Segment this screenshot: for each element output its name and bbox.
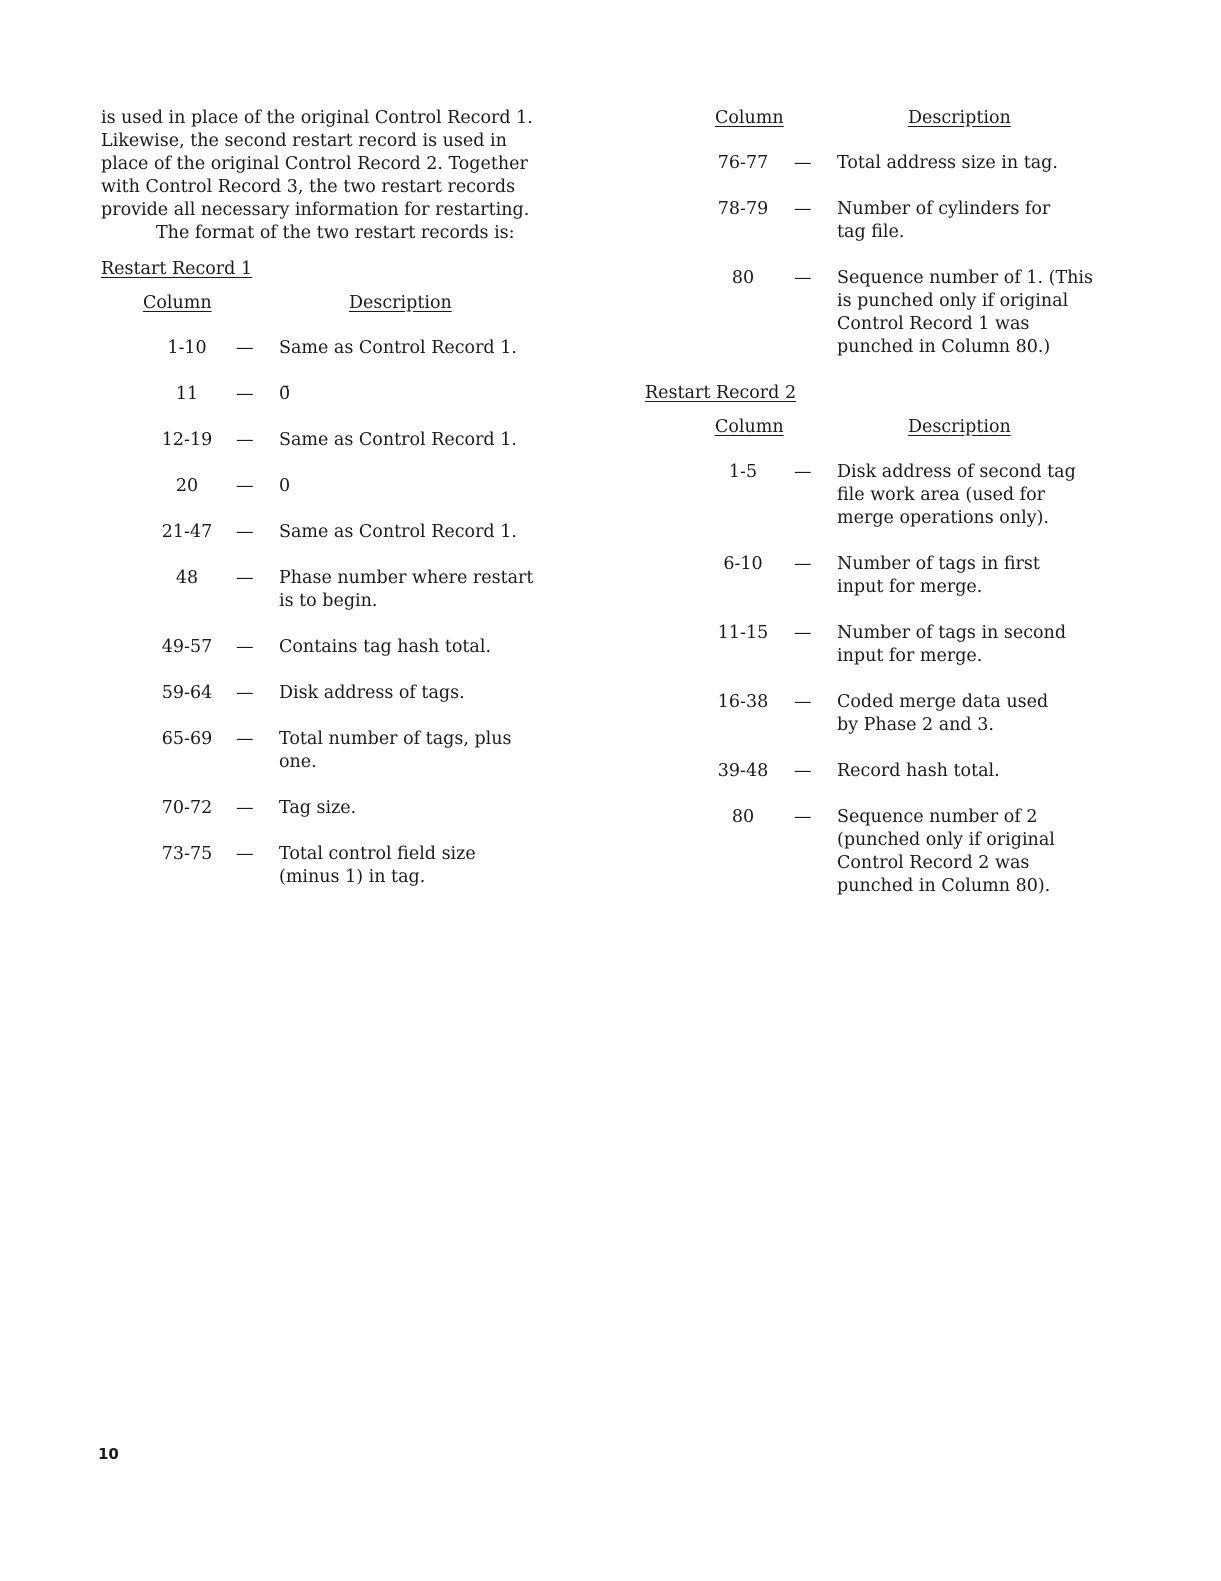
field-description: Total control field size (minus 1) in tag. <box>279 844 476 887</box>
restart-record-2-header <box>645 416 1115 439</box>
em-dash: — <box>794 199 812 219</box>
field-description: Same as Control Record 1. <box>279 338 517 358</box>
column-header: Column <box>715 108 784 128</box>
description-header: Description <box>908 108 1011 128</box>
column-range: 48 <box>175 568 199 588</box>
em-dash: — <box>794 462 812 482</box>
field-description: 0̄ <box>279 384 291 404</box>
field-description: Total address size in tag. <box>837 153 1058 173</box>
field-description: Same as Control Record 1. <box>279 522 517 542</box>
column-range: 80 <box>731 268 755 288</box>
table-row <box>101 797 571 820</box>
restart-record-1-continued-header <box>645 107 1115 130</box>
column-range: 65-69 <box>161 729 213 749</box>
em-dash: — <box>236 637 254 657</box>
field-description: Coded merge data used by Phase 2 and 3. <box>837 692 1049 735</box>
table-row <box>645 267 1115 359</box>
column-range: 80 <box>731 807 755 827</box>
em-dash: — <box>236 430 254 450</box>
field-description: Disk address of second tag file work area (used for merge operations only). <box>837 462 1076 528</box>
field-description: Record hash total. <box>837 761 1000 781</box>
table-row <box>101 521 571 544</box>
description-header: Description <box>349 293 452 313</box>
field-description: Number of tags in second input for merge. <box>837 623 1067 666</box>
restart-record-1-title: Restart Record 1 <box>101 259 253 279</box>
column-header: Column <box>715 417 784 437</box>
table-row <box>645 806 1115 898</box>
column-range: 59-64 <box>161 683 213 703</box>
em-dash: — <box>794 153 812 173</box>
field-description: Phase number where restart is to begin. <box>279 568 534 611</box>
field-description: Number of cylinders for tag file. <box>837 199 1051 242</box>
table-row <box>101 567 571 613</box>
column-range: 1-10 <box>167 338 207 358</box>
left-column <box>101 107 571 912</box>
em-dash: — <box>236 476 254 496</box>
em-dash: — <box>236 844 254 864</box>
field-description: Sequence number of 2 (punched only if original Control Record 2 was punched in Column 80). <box>837 807 1055 896</box>
table-row <box>645 622 1115 668</box>
table-row <box>101 636 571 659</box>
column-range: 78-79 <box>717 199 769 219</box>
column-range: 39-48 <box>717 761 769 781</box>
em-dash: — <box>794 623 812 643</box>
em-dash: — <box>236 798 254 818</box>
page-number: 10 <box>98 1445 119 1463</box>
field-description: Tag size. <box>279 798 357 818</box>
field-description: Same as Control Record 1. <box>279 430 517 450</box>
table-row <box>645 461 1115 530</box>
table-row <box>101 843 571 889</box>
em-dash: — <box>794 692 812 712</box>
column-range: 49-57 <box>161 637 213 657</box>
column-range: 12-19 <box>161 430 213 450</box>
restart-record-1-continued-rows <box>645 152 1115 359</box>
column-range: 11-15 <box>717 623 769 643</box>
column-range: 1-5 <box>728 462 758 482</box>
em-dash: — <box>236 522 254 542</box>
field-description: Contains tag hash total. <box>279 637 492 657</box>
restart-record-2-rows <box>645 461 1115 898</box>
table-row <box>645 553 1115 599</box>
em-dash: — <box>236 683 254 703</box>
em-dash: — <box>794 807 812 827</box>
em-dash: — <box>794 268 812 288</box>
description-header: Description <box>908 417 1011 437</box>
em-dash: — <box>794 554 812 574</box>
right-column <box>645 107 1115 921</box>
table-row <box>101 728 571 774</box>
restart-record-1-header <box>101 292 571 315</box>
format-sentence: The format of the two restart records is: <box>156 223 515 243</box>
em-dash: — <box>236 729 254 749</box>
table-row <box>645 198 1115 244</box>
table-row <box>101 383 571 406</box>
table-row <box>101 429 571 452</box>
column-range: 6-10 <box>723 554 763 574</box>
field-description: Disk address of tags. <box>279 683 465 703</box>
table-row <box>101 682 571 705</box>
column-range: 70-72 <box>161 798 213 818</box>
column-range: 21-47 <box>161 522 213 542</box>
column-range: 16-38 <box>717 692 769 712</box>
table-row <box>101 475 571 498</box>
field-description: 0 <box>279 476 291 496</box>
column-header: Column <box>143 293 212 313</box>
intro-paragraph: is used in place of the original Control Record 1. Likewise, the second restart record is used in place of the original Control Record 2. Together with Control Record 3, the two restart records provide all necessary information for restarting. <box>101 108 533 220</box>
column-range: 20 <box>175 476 199 496</box>
table-row <box>645 691 1115 737</box>
table-row <box>101 337 571 360</box>
table-row <box>645 152 1115 175</box>
table-row <box>645 760 1115 783</box>
em-dash: — <box>236 338 254 358</box>
column-range: 73-75 <box>161 844 213 864</box>
restart-record-2-title: Restart Record 2 <box>645 383 797 403</box>
em-dash: — <box>236 568 254 588</box>
column-range: 76-77 <box>717 153 769 173</box>
em-dash: — <box>236 384 254 404</box>
restart-record-1-rows <box>101 337 571 889</box>
field-description: Sequence number of 1. (This is punched only if original Control Record 1 was punched in Column 80.) <box>837 268 1093 357</box>
column-range: 11 <box>175 384 199 404</box>
em-dash: — <box>794 761 812 781</box>
field-description: Number of tags in first input for merge. <box>837 554 1040 597</box>
field-description: Total number of tags, plus one. <box>279 729 512 772</box>
